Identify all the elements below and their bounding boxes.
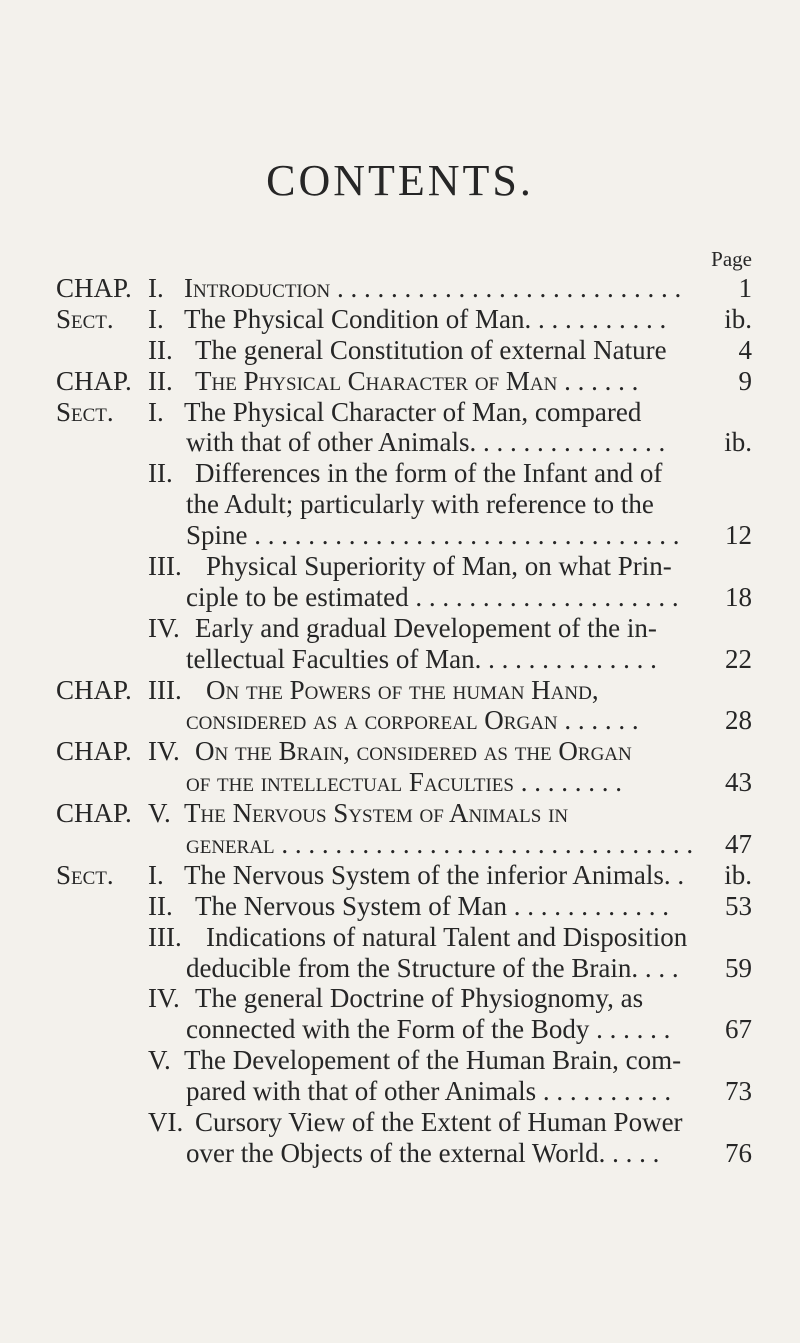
contents-list [0, 273, 800, 1169]
toc-line-text: The Developement of the Human Brain, com- [184, 1045, 682, 1076]
toc-line-number: III. [148, 674, 182, 705]
toc-line [0, 953, 800, 984]
toc-line [0, 304, 800, 335]
toc-line-number: IV. [148, 736, 180, 767]
toc-line-text: Differences in the form of the Infant and of [195, 458, 663, 489]
toc-line-text: general . . . . . . . . . . . . . . . . . . . . . . . . . . . . . . . [186, 829, 694, 860]
toc-line [0, 458, 800, 489]
toc-line [0, 366, 800, 397]
toc-line-text: of the intellectual Faculties . . . . . . . . [186, 767, 622, 798]
page-column-header: Page [711, 247, 752, 271]
toc-line-number: V. [148, 1045, 171, 1076]
toc-line [0, 891, 800, 922]
toc-line-number: II. [148, 890, 173, 921]
toc-line-text: On the Brain, considered as the Organ [195, 736, 632, 767]
toc-line [0, 922, 800, 953]
toc-line-page: 43 [725, 767, 752, 798]
toc-line [0, 613, 800, 644]
toc-line-page: ib. [724, 859, 752, 890]
toc-line [0, 335, 800, 366]
toc-line-text: Indications of natural Talent and Disposition [206, 921, 688, 952]
toc-line-label: CHAP. [56, 798, 132, 829]
toc-line-text: The general Doctrine of Physiognomy, as [195, 983, 644, 1014]
toc-line [0, 736, 800, 767]
toc-line [0, 767, 800, 798]
toc-line-label: CHAP. [56, 365, 132, 396]
toc-line-label: CHAP. [56, 674, 132, 705]
toc-line [0, 1107, 800, 1138]
toc-line-text: Spine . . . . . . . . . . . . . . . . . . . . . . . . . . . . . . . . [186, 520, 680, 551]
toc-line [0, 397, 800, 428]
toc-line-text: pared with that of other Animals . . . . . . . . . . [186, 1076, 672, 1107]
toc-line-text: over the Objects of the external World. . . . . [186, 1137, 660, 1168]
toc-line-page: 67 [725, 1014, 752, 1045]
toc-line [0, 1045, 800, 1076]
toc-line [0, 675, 800, 706]
toc-line [0, 273, 800, 304]
toc-line-number: III. [148, 921, 182, 952]
toc-line-text: tellectual Faculties of Man. . . . . . . . . . . . . . [186, 643, 657, 674]
toc-line-number: I. [148, 859, 164, 890]
toc-line-number: II. [148, 365, 173, 396]
toc-line [0, 1014, 800, 1045]
toc-line-label: Sect. [56, 396, 114, 427]
toc-line [0, 582, 800, 613]
toc-line-page: 47 [725, 829, 752, 860]
toc-line-text: The Nervous System of Man . . . . . . . . . . . . [195, 890, 669, 921]
toc-line-label: CHAP. [56, 736, 132, 767]
toc-line-page: 73 [725, 1076, 752, 1107]
toc-line-number: I. [148, 303, 164, 334]
toc-line-text: with that of other Animals. . . . . . . . . . . . . . . [186, 427, 666, 458]
toc-line-number: II. [148, 334, 173, 365]
toc-line-number: V. [148, 798, 171, 829]
toc-line-text: On the Powers of the human Hand, [206, 674, 599, 705]
toc-line-label: Sect. [56, 859, 114, 890]
toc-line [0, 1138, 800, 1169]
toc-line-page: ib. [724, 427, 752, 458]
toc-line-text: The Physical Character of Man . . . . . . [195, 365, 639, 396]
toc-line-text: The general Constitution of external Nature [195, 334, 667, 365]
toc-line-text: The Nervous System of Animals in [184, 798, 569, 829]
toc-line [0, 1076, 800, 1107]
toc-line [0, 705, 800, 736]
toc-line-text: Cursory View of the Extent of Human Power [195, 1107, 683, 1138]
toc-line-page: 18 [725, 581, 752, 612]
toc-line-number: III. [148, 551, 182, 582]
toc-line-page: 76 [725, 1137, 752, 1168]
toc-line-page: 28 [725, 705, 752, 736]
toc-line-text: Early and gradual Developement of the in- [195, 612, 657, 643]
toc-line [0, 829, 800, 860]
toc-line-page: 9 [738, 365, 752, 396]
toc-line-number: IV. [148, 612, 180, 643]
toc-line-text: connected with the Form of the Body . . . . . . [186, 1014, 671, 1045]
toc-line [0, 520, 800, 551]
toc-line [0, 983, 800, 1014]
toc-line [0, 860, 800, 891]
toc-line-text: Physical Superiority of Man, on what Prin- [206, 551, 672, 582]
toc-line-page: 1 [738, 273, 752, 303]
toc-line-number: VI. [148, 1107, 184, 1138]
toc-line-text: considered as a corporeal Organ . . . . . . [186, 705, 639, 736]
toc-line-number: II. [148, 458, 173, 489]
toc-line-number: IV. [148, 983, 180, 1014]
toc-line [0, 551, 800, 582]
toc-line-text: ciple to be estimated . . . . . . . . . . . . . . . . . . . . [186, 581, 679, 612]
toc-line-text: deducible from the Structure of the Brain. . . . [186, 952, 679, 983]
toc-line-number: I. [148, 396, 164, 427]
toc-line [0, 798, 800, 829]
toc-line [0, 427, 800, 458]
toc-line-label: Sect. [56, 303, 114, 334]
toc-line-page: ib. [724, 303, 752, 334]
toc-line-text: The Physical Character of Man, compared [184, 396, 642, 427]
toc-line-page: 4 [738, 334, 752, 365]
toc-line-label: CHAP. [56, 273, 132, 303]
toc-line [0, 489, 800, 520]
toc-line-number: I. [148, 273, 164, 303]
toc-line [0, 644, 800, 675]
toc-line-page: 53 [725, 890, 752, 921]
page-title: CONTENTS. [266, 156, 534, 205]
toc-line-page: 22 [725, 643, 752, 674]
toc-line-text: Introduction . . . . . . . . . . . . . . . . . . . . . . . . . . [184, 273, 682, 303]
toc-line-text: The Physical Condition of Man. . . . . . . . . . . [184, 303, 667, 334]
toc-line-page: 59 [725, 952, 752, 983]
toc-line-text: The Nervous System of the inferior Animals. . [184, 859, 685, 890]
toc-line-page: 12 [725, 520, 752, 551]
toc-line-text: the Adult; particularly with reference to the [186, 489, 654, 520]
